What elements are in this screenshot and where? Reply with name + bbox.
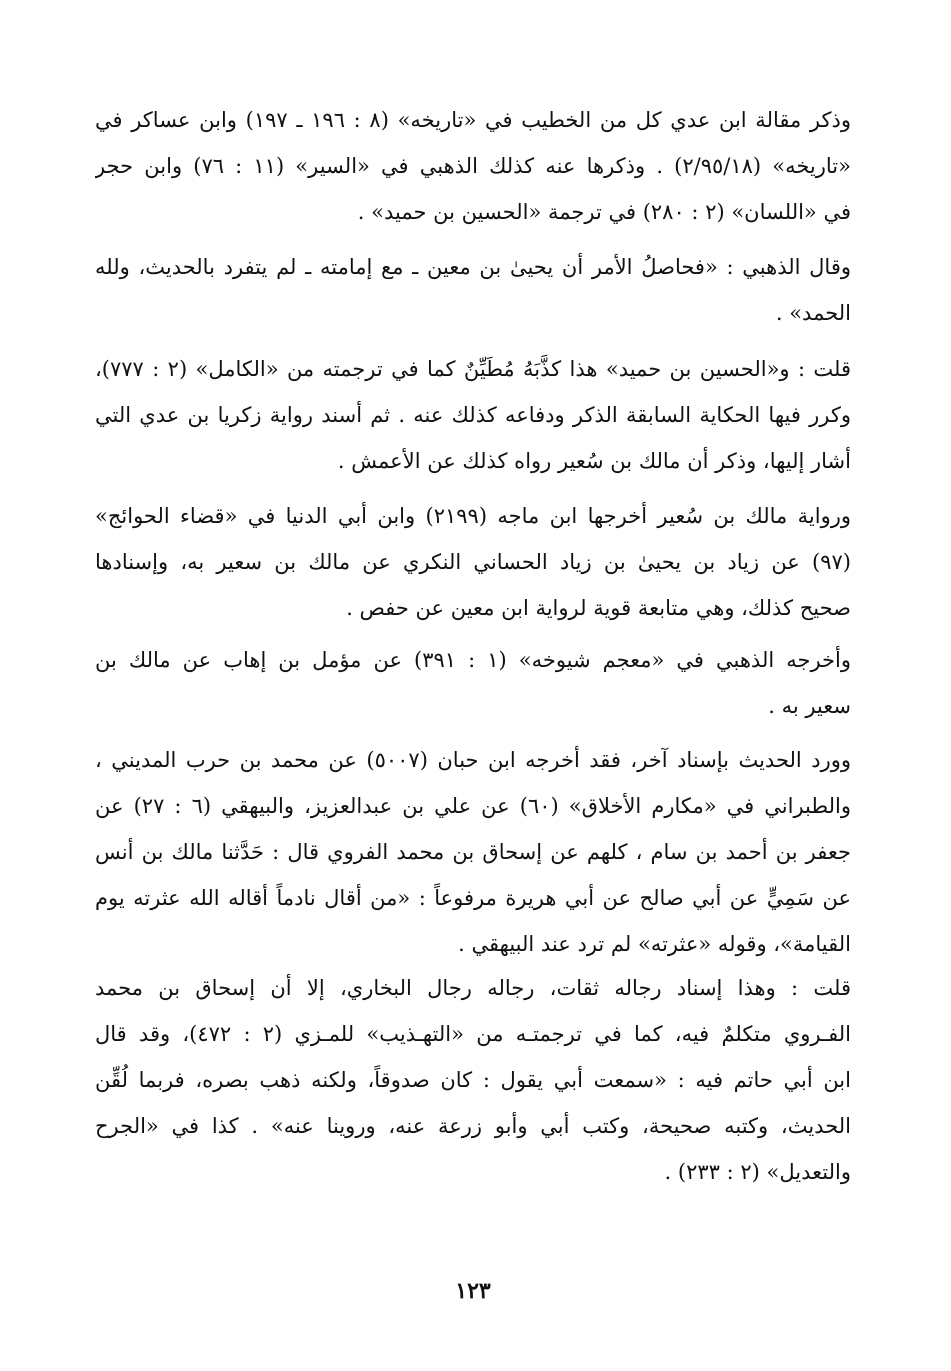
text-line: عن سَمِيٍّ عن أبي صالح عن أبي هريرة مرفوعاً : «من أقال نادماً أقاله الله عثرته يوم bbox=[95, 886, 851, 910]
text-line: «تاريخه» (٢/٩٥/١٨) . وذكرها عنه كذلك الذهبي في «السير» (١١ : ٧٦) وابن حجر bbox=[95, 154, 851, 178]
paragraph-1 bbox=[95, 97, 851, 235]
text-line: وورد الحديث بإسناد آخر، فقد أخرجه ابن حبان (٥٠٠٧) عن محمد بن حرب المديني ، bbox=[95, 748, 851, 772]
text-line: ورواية مالك بن سُعير أخرجها ابن ماجه (٢١٩٩) وابن أبي الدنيا في «قضاء الحوائج» bbox=[95, 504, 851, 528]
text-line: وأخرجه الذهبي في «معجم شيوخه» (١ : ٣٩١) عن مؤمل بن إهاب عن مالك بن bbox=[95, 648, 851, 672]
paragraph-7 bbox=[95, 965, 851, 1195]
text-line: قلت : و«الحسين بن حميد» هذا كذَّبَهُ مُطَيِّنٌ كما في ترجمته من «الكامل» (٢ : ٧٧٧)، bbox=[95, 357, 851, 381]
paragraph-2 bbox=[95, 244, 851, 336]
page-number: ١٢٣ bbox=[455, 1278, 491, 1304]
text-line: جعفر بن أحمد بن سام ، كلهم عن إسحاق بن محمد الفروي قال : حَدَّثنا مالك بن أنس bbox=[95, 840, 851, 864]
text-line: والتعديل» (٢ : ٢٣٣) . bbox=[664, 1160, 851, 1184]
text-line: والطبراني في «مكارم الأخلاق» (٦٠) عن علي بن عبدالعزيز، والبيهقي (٦ : ٢٧) عن bbox=[95, 794, 851, 818]
text-line: وقال الذهبي : «فحاصلُ الأمر أن يحيىٰ بن معين ـ مع إمامته ـ لم يتفرد بالحديث، ولله bbox=[95, 255, 851, 279]
text-line: سعير به . bbox=[768, 694, 851, 718]
paragraph-4 bbox=[95, 493, 851, 631]
paragraph-5 bbox=[95, 637, 851, 729]
text-line: الحمد» . bbox=[775, 301, 851, 325]
text-line: قلت : وهذا إسناد رجاله ثقات، رجاله رجال البخاري، إلا أن إسحاق بن محمد bbox=[95, 976, 851, 1000]
text-line: صحيح كذلك، وهي متابعة قوية لرواية ابن معين عن حفص . bbox=[346, 596, 851, 620]
text-line: القيامة»، وقوله «عثرته» لم ترد عند البيهقي . bbox=[458, 932, 851, 956]
paragraph-3 bbox=[95, 346, 851, 484]
document-page bbox=[95, 0, 851, 1371]
paragraph-6 bbox=[95, 737, 851, 967]
text-line: الحديث، وكتبه صحيحة، وكتب أبي وأبو زرعة عنه، وروينا عنه» . كذا في «الجرح bbox=[95, 1114, 851, 1138]
text-line: (٩٧) عن زياد بن يحيىٰ بن زياد الحساني النكري عن مالك بن سعير به، وإسنادها bbox=[95, 550, 851, 574]
text-line: أشار إليها، وذكر أن مالك بن سُعير رواه كذلك عن الأعمش . bbox=[337, 449, 851, 473]
text-line: ابن أبي حاتم فيه : «سمعت أبي يقول : كان صدوقاً، ولكنه ذهب بصره، فربما لُقِّن bbox=[95, 1068, 851, 1092]
text-line: الفـروي متكلمٌ فيه، كما في ترجمتـه من «التهـذيب» للمـزي (٢ : ٤٧٢)، وقد قال bbox=[95, 1022, 851, 1046]
text-line: وذكر مقالة ابن عدي كل من الخطيب في «تاريخه» (٨ : ١٩٦ ـ ١٩٧) وابن عساكر في bbox=[95, 108, 851, 132]
text-line: وكرر فيها الحكاية السابقة الذكر ودفاعه كذلك عنه . ثم أسند رواية زكريا بن عدي التي bbox=[95, 403, 851, 427]
text-line: في «اللسان» (٢ : ٢٨٠) في ترجمة «الحسين بن حميد» . bbox=[357, 200, 851, 224]
